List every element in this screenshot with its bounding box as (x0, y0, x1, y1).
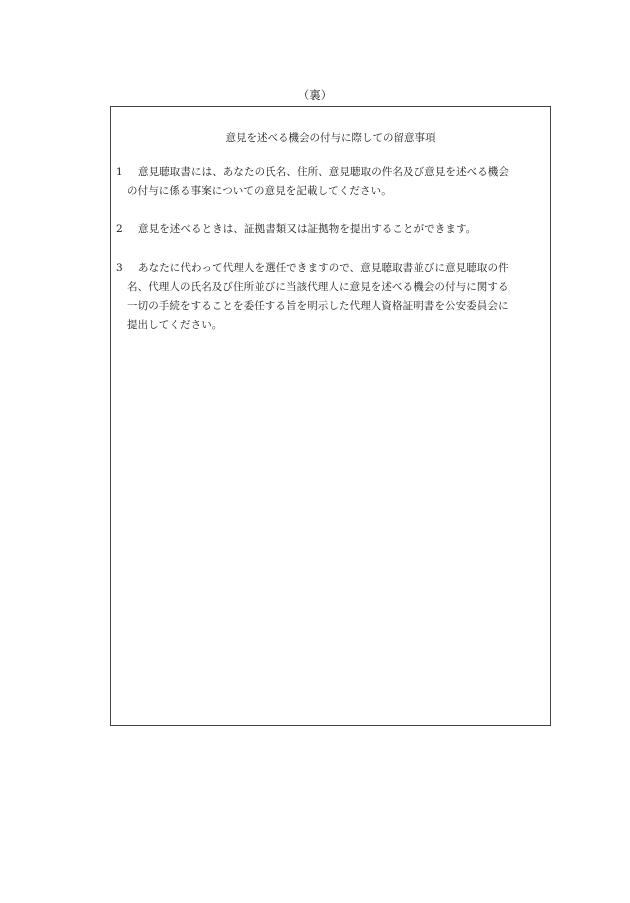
item-number: 1 (116, 166, 123, 178)
item-text: 意見を述べるときは、証拠書類又は証拠物を提出することができます。 (138, 223, 477, 235)
notice-item-line (116, 220, 548, 239)
notice-item-3 (116, 259, 548, 335)
item-number: 3 (116, 262, 123, 274)
notice-title: 意見を述べる機会の付与に際しての留意事項 (225, 132, 436, 144)
item-text: 一切の手続をすることを委任する旨を明示した代理人資格証明書を公安委員会に (127, 300, 509, 312)
notice-item-line (116, 163, 548, 182)
item-text: 提出してください。 (127, 319, 223, 331)
item-text: 意見聴取書には、あなたの氏名、住所、意見聴取の件名及び意見を述べる機会 (138, 166, 509, 178)
page-side-label: （裏） (297, 88, 333, 102)
item-text: の付与に係る事案についての意見を記載してください。 (127, 185, 392, 197)
notice-item-1 (116, 163, 548, 201)
item-text: 名、代理人の氏名及び住所並びに当該代理人に意見を述べる機会の付与に関する (127, 281, 509, 293)
notice-item-2 (116, 220, 548, 239)
notice-frame (110, 106, 551, 726)
item-text: あなたに代わって代理人を選任できますので、意見聴取書並びに意見聴取の件 (138, 262, 509, 274)
item-number: 2 (116, 223, 123, 235)
notice-item-line (116, 259, 548, 278)
